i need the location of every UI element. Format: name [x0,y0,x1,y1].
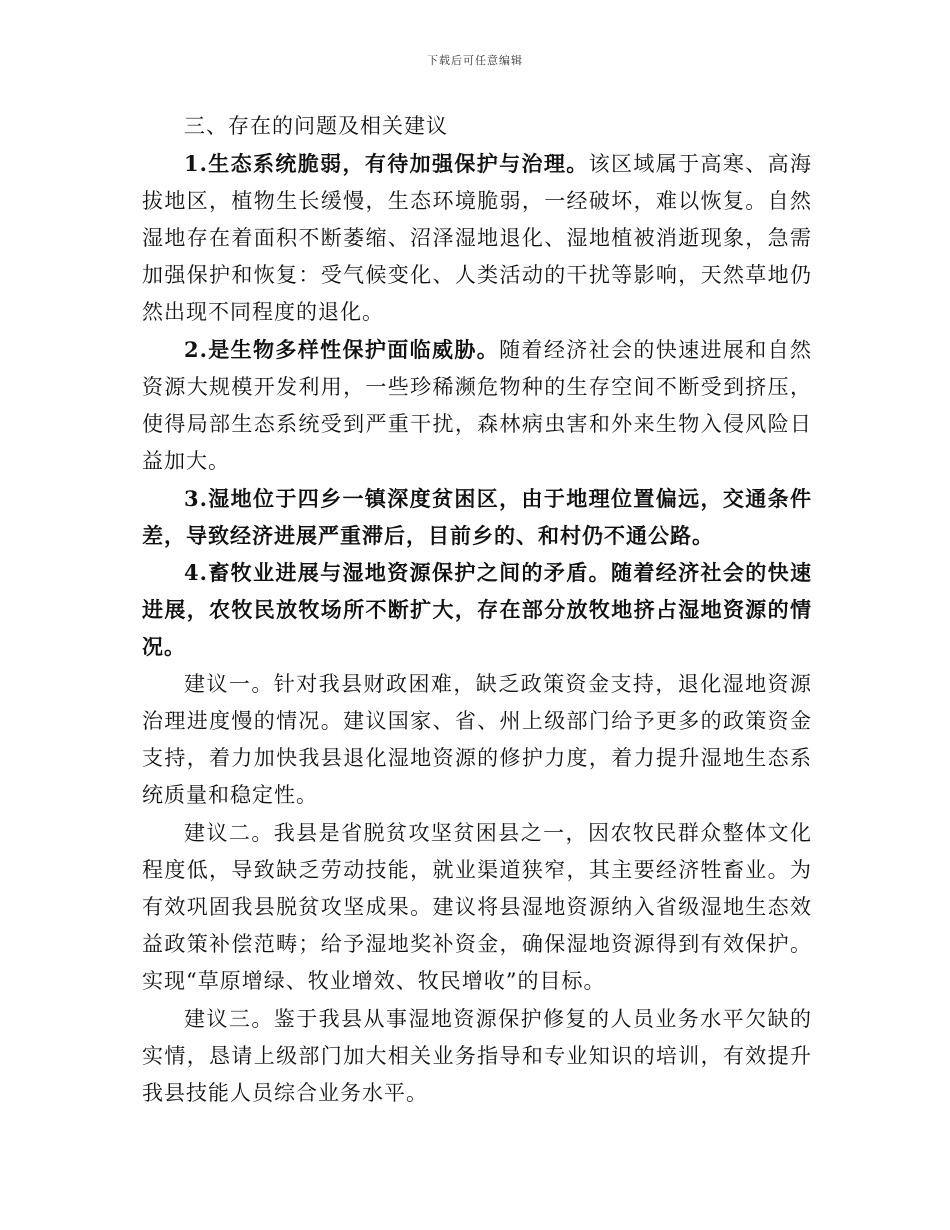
paragraph-1 [142,145,812,331]
paragraph-2 [142,331,812,480]
paragraph-3-lead: 3.湿地位于四乡一镇深度贫困区，由于地理位置偏远，交通条件差，导致经济进展严重滞后，目前乡的、和村仍不通公路。 [142,486,812,548]
suggestion-2 [142,814,812,1000]
document-body [142,108,812,1112]
paragraph-4 [142,554,812,665]
suggestion-3-body: 建议三。鉴于我县从事湿地资源保护修复的人员业务水平欠缺的实情，恳请上级部门加大相关业务指导和专业知识的培训，有效提升我县技能人员综合业务水平。 [142,1007,812,1105]
paragraph-3 [142,480,812,554]
paragraph-2-body: 随着经济社会的快速进展和自然资源大规模开发利用，一些珍稀濒危物种的生存空间不断受到挤压，使得局部生态系统受到严重干扰，森林病虫害和外来生物入侵风险日益加大。 [142,338,813,473]
suggestion-2-body: 建议二。我县是省脱贫攻坚贫困县之一，因农牧民群众整体文化程度低，导致缺乏劳动技能，就业渠道狭窄，其主要经济牲畜业。为有效巩固我县脱贫攻坚成果。建议将县湿地资源纳入省级湿地生态效益政策补偿范畴；给予湿地奖补资金，确保湿地资源得到有效保护。实现“草原增绿、牧业增效、牧民增收”的目标。 [142,821,812,993]
paragraph-1-lead: 1.生态系统脆弱，有待加强保护与治理。 [184,151,589,176]
paragraph-1-body: 该区域属于高寒、高海拔地区，植物生长缓慢，生态环境脆弱，一经破坏，难以恢复。自然湿地存在着面积不断萎缩、沼泽湿地退化、湿地植被消逝现象，急需加强保护和恢复：受气候变化、人类活动的干扰等影响，天然草地仍然出现不同程度的退化。 [142,152,812,324]
page-header: 下载后可任意编辑 [427,54,523,67]
suggestion-1 [142,665,812,814]
paragraph-4-lead: 4.畜牧业进展与湿地资源保护之间的矛盾。随着经济社会的快速进展，农牧民放牧场所不断扩大，存在部分放牧地挤占湿地资源的情况。 [142,560,812,659]
suggestion-3 [142,1000,812,1112]
paragraph-2-lead: 2.是生物多样性保护面临威胁。 [184,337,500,362]
suggestion-1-body: 建议一。针对我县财政困难，缺乏政策资金支持，退化湿地资源治理进度慢的情况。建议国家、省、州上级部门给予更多的政策资金支持，着力加快我县退化湿地资源的修护力度，着力提升湿地生态系统质量和稳定性。 [142,672,812,807]
section-title: 三、存在的问题及相关建议 [184,114,448,138]
